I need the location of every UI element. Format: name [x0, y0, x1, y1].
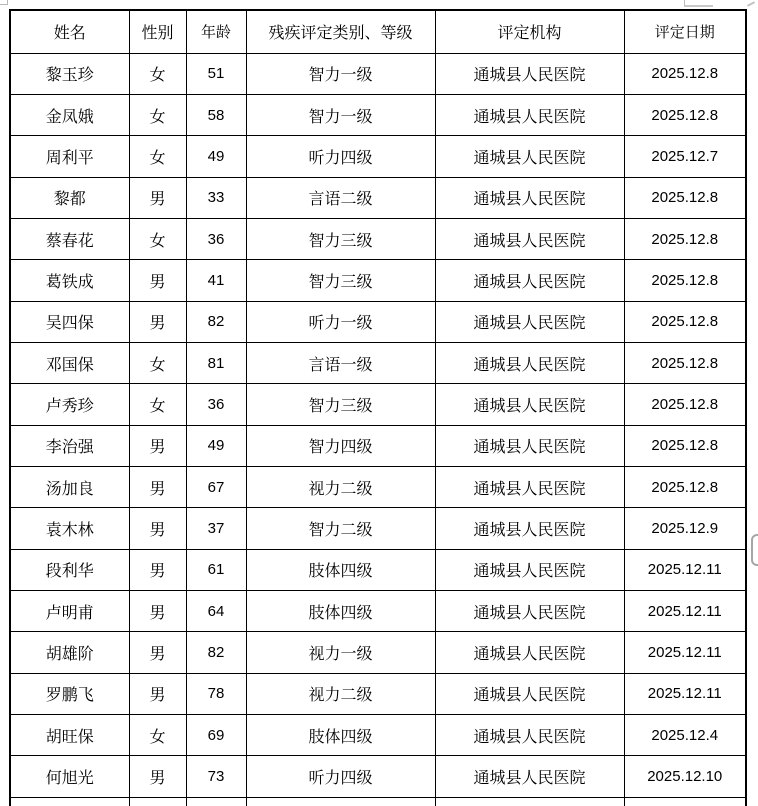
cell-category-row13[interactable]: 肢体四级	[246, 549, 435, 590]
cell-name-row1[interactable]: 黎玉珍	[10, 53, 129, 94]
cell-agency-row5[interactable]: 通城县人民医院	[435, 218, 624, 259]
cell-agency-row11[interactable]: 通城县人民医院	[435, 466, 624, 507]
cell-date-row13[interactable]: 2025.12.11	[624, 549, 746, 590]
cell-age-row18[interactable]: 73	[186, 756, 246, 797]
cell-agency-row9[interactable]: 通城县人民医院	[435, 384, 624, 425]
cell-age-row12[interactable]: 37	[186, 508, 246, 549]
table-row	[10, 756, 746, 797]
cell-agency-row2[interactable]: 通城县人民医院	[435, 94, 624, 135]
cell-age-row4[interactable]: 33	[186, 177, 246, 218]
shape-handle-artifact	[751, 534, 758, 566]
cell-date-row10[interactable]: 2025.12.8	[624, 425, 746, 466]
cell-gender-row5[interactable]: 女	[129, 218, 186, 259]
cell-gender-row12[interactable]: 男	[129, 508, 186, 549]
cell-agency-row15[interactable]: 通城县人民医院	[435, 632, 624, 673]
cell-category-row1[interactable]: 智力一级	[246, 53, 435, 94]
cell-date-row1[interactable]: 2025.12.8	[624, 53, 746, 94]
cell-age-row5[interactable]: 36	[186, 218, 246, 259]
header-cell-date[interactable]: 评定日期	[624, 10, 746, 53]
cell-category-row15[interactable]: 视力一级	[246, 632, 435, 673]
cell-date-row12[interactable]: 2025.12.9	[624, 508, 746, 549]
cell-age-row11[interactable]: 67	[186, 466, 246, 507]
cell-agency-row13[interactable]: 通城县人民医院	[435, 549, 624, 590]
cell-age-row14[interactable]: 64	[186, 590, 246, 631]
cell-date-row3[interactable]: 2025.12.7	[624, 136, 746, 177]
table-row	[10, 508, 746, 549]
cell-age-row9[interactable]: 36	[186, 384, 246, 425]
cell-gender-row14[interactable]: 男	[129, 590, 186, 631]
header-cell-name[interactable]: 姓名	[10, 10, 129, 53]
cell-age-row10[interactable]: 49	[186, 425, 246, 466]
partial-cell	[10, 797, 129, 806]
cell-name-row17[interactable]: 胡旺保	[10, 715, 129, 756]
cell-age-row8[interactable]: 81	[186, 342, 246, 383]
cell-age-row13[interactable]: 61	[186, 549, 246, 590]
cell-name-row7[interactable]: 吴四保	[10, 301, 129, 342]
cell-category-row16[interactable]: 视力二级	[246, 673, 435, 714]
cell-name-row3[interactable]: 周利平	[10, 136, 129, 177]
cell-category-row8[interactable]: 言语一级	[246, 342, 435, 383]
cell-date-row15[interactable]: 2025.12.11	[624, 632, 746, 673]
table-row	[10, 673, 746, 714]
table-row	[10, 342, 746, 383]
cell-date-row4[interactable]: 2025.12.8	[624, 177, 746, 218]
disability-assessment-table	[9, 9, 747, 806]
partial-cell	[246, 797, 435, 806]
header-cell-agency[interactable]: 评定机构	[435, 10, 624, 53]
cell-gender-row1[interactable]: 女	[129, 53, 186, 94]
cell-agency-row8[interactable]: 通城县人民医院	[435, 342, 624, 383]
cell-gender-row16[interactable]: 男	[129, 673, 186, 714]
cell-date-row2[interactable]: 2025.12.8	[624, 94, 746, 135]
cell-agency-row3[interactable]: 通城县人民医院	[435, 136, 624, 177]
cell-date-row16[interactable]: 2025.12.11	[624, 673, 746, 714]
table-row	[10, 301, 746, 342]
cell-agency-row10[interactable]: 通城县人民医院	[435, 425, 624, 466]
cell-date-row18[interactable]: 2025.12.10	[624, 756, 746, 797]
header-cell-gender[interactable]: 性别	[129, 10, 186, 53]
header-row	[10, 10, 746, 53]
cell-agency-row17[interactable]: 通城县人民医院	[435, 715, 624, 756]
cell-name-row15[interactable]: 胡雄阶	[10, 632, 129, 673]
cell-date-row8[interactable]: 2025.12.8	[624, 342, 746, 383]
cell-agency-row4[interactable]: 通城县人民医院	[435, 177, 624, 218]
partial-cell	[129, 797, 186, 806]
cell-agency-row18[interactable]: 通城县人民医院	[435, 756, 624, 797]
cell-name-row6[interactable]: 葛铁成	[10, 260, 129, 301]
cell-date-row11[interactable]: 2025.12.8	[624, 466, 746, 507]
cell-category-row7[interactable]: 听力一级	[246, 301, 435, 342]
cell-category-row9[interactable]: 智力三级	[246, 384, 435, 425]
cell-agency-row16[interactable]: 通城县人民医院	[435, 673, 624, 714]
cell-name-row2[interactable]: 金凤娥	[10, 94, 129, 135]
cell-agency-row6[interactable]: 通城县人民医院	[435, 260, 624, 301]
partial-row-cutoff	[10, 797, 746, 806]
cell-name-row14[interactable]: 卢明甫	[10, 590, 129, 631]
cell-category-row12[interactable]: 智力二级	[246, 508, 435, 549]
cell-name-row12[interactable]: 袁木林	[10, 508, 129, 549]
table-row	[10, 632, 746, 673]
table-row	[10, 425, 746, 466]
cell-gender-row10[interactable]: 男	[129, 425, 186, 466]
header-cell-category[interactable]: 残疾评定类别、等级	[246, 10, 435, 53]
cell-gender-row17[interactable]: 女	[129, 715, 186, 756]
cell-agency-row1[interactable]: 通城县人民医院	[435, 53, 624, 94]
cell-name-row11[interactable]: 汤加良	[10, 466, 129, 507]
cell-name-row5[interactable]: 蔡春花	[10, 218, 129, 259]
cell-category-row2[interactable]: 智力一级	[246, 94, 435, 135]
cell-category-row18[interactable]: 听力四级	[246, 756, 435, 797]
cell-category-row5[interactable]: 智力三级	[246, 218, 435, 259]
cell-gender-row4[interactable]: 男	[129, 177, 186, 218]
cell-date-row14[interactable]: 2025.12.11	[624, 590, 746, 631]
cell-category-row17[interactable]: 肢体四级	[246, 715, 435, 756]
gridline-artifact-top-left	[0, 0, 8, 5]
gridline-artifact-top-center	[684, 0, 713, 7]
cell-gender-row3[interactable]: 女	[129, 136, 186, 177]
cell-gender-row11[interactable]: 男	[129, 466, 186, 507]
cell-age-row1[interactable]: 51	[186, 53, 246, 94]
cell-age-row15[interactable]: 82	[186, 632, 246, 673]
cell-date-row5[interactable]: 2025.12.8	[624, 218, 746, 259]
table-row	[10, 53, 746, 94]
cell-agency-row12[interactable]: 通城县人民医院	[435, 508, 624, 549]
table-row	[10, 177, 746, 218]
cell-name-row13[interactable]: 段利华	[10, 549, 129, 590]
table-row	[10, 715, 746, 756]
cell-age-row3[interactable]: 49	[186, 136, 246, 177]
cell-gender-row15[interactable]: 男	[129, 632, 186, 673]
cell-gender-row7[interactable]: 男	[129, 301, 186, 342]
cell-date-row17[interactable]: 2025.12.4	[624, 715, 746, 756]
cell-name-row4[interactable]: 黎都	[10, 177, 129, 218]
partial-cell	[624, 797, 746, 806]
cell-age-row16[interactable]: 78	[186, 673, 246, 714]
cell-age-row17[interactable]: 69	[186, 715, 246, 756]
cell-category-row10[interactable]: 智力四级	[246, 425, 435, 466]
cell-name-row9[interactable]: 卢秀珍	[10, 384, 129, 425]
table-row	[10, 136, 746, 177]
header-cell-age[interactable]: 年龄	[186, 10, 246, 53]
cell-gender-row18[interactable]: 男	[129, 756, 186, 797]
cell-gender-row9[interactable]: 女	[129, 384, 186, 425]
cell-date-row6[interactable]: 2025.12.8	[624, 260, 746, 301]
cell-name-row8[interactable]: 邓国保	[10, 342, 129, 383]
table-row	[10, 94, 746, 135]
cell-category-row4[interactable]: 言语二级	[246, 177, 435, 218]
table-row	[10, 549, 746, 590]
cell-category-row11[interactable]: 视力二级	[246, 466, 435, 507]
table-row	[10, 466, 746, 507]
partial-cell	[186, 797, 246, 806]
cell-category-row3[interactable]: 听力四级	[246, 136, 435, 177]
cell-gender-row2[interactable]: 女	[129, 94, 186, 135]
cell-gender-row8[interactable]: 女	[129, 342, 186, 383]
cell-age-row6[interactable]: 41	[186, 260, 246, 301]
cell-age-row2[interactable]: 58	[186, 94, 246, 135]
cell-date-row7[interactable]: 2025.12.8	[624, 301, 746, 342]
cell-category-row6[interactable]: 智力三级	[246, 260, 435, 301]
partial-cell	[435, 797, 624, 806]
cell-agency-row14[interactable]: 通城县人民医院	[435, 590, 624, 631]
cell-name-row18[interactable]: 何旭光	[10, 756, 129, 797]
table-row	[10, 218, 746, 259]
table-row	[10, 590, 746, 631]
table-row	[10, 384, 746, 425]
cell-gender-row13[interactable]: 男	[129, 549, 186, 590]
cell-gender-row6[interactable]: 男	[129, 260, 186, 301]
gridline-artifact-top-right	[747, 1, 755, 7]
cell-date-row9[interactable]: 2025.12.8	[624, 384, 746, 425]
cell-name-row16[interactable]: 罗鹏飞	[10, 673, 129, 714]
cell-age-row7[interactable]: 82	[186, 301, 246, 342]
cell-category-row14[interactable]: 肢体四级	[246, 590, 435, 631]
cell-name-row10[interactable]: 李治强	[10, 425, 129, 466]
table-body	[10, 53, 746, 806]
table-row	[10, 260, 746, 301]
cell-agency-row7[interactable]: 通城县人民医院	[435, 301, 624, 342]
